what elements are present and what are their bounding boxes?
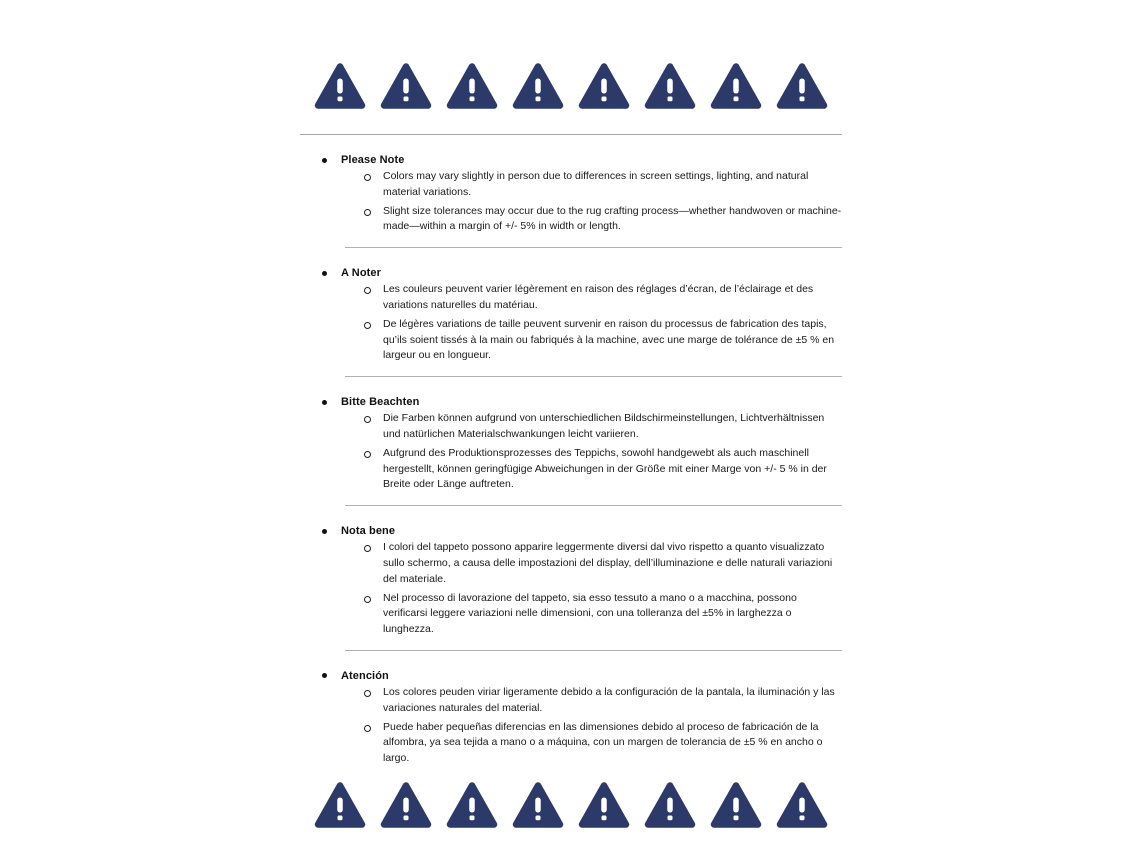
warning-triangle-row-top bbox=[300, 62, 842, 110]
section-heading-row bbox=[300, 267, 842, 279]
bullet-dot-icon bbox=[322, 158, 327, 163]
note-item bbox=[300, 204, 842, 236]
section-heading: A Noter bbox=[341, 267, 382, 280]
note-section-german bbox=[300, 396, 842, 506]
note-list bbox=[300, 540, 842, 638]
note-item bbox=[300, 282, 842, 314]
section-heading-row bbox=[300, 525, 842, 537]
note-text: Puede haber pequeñas diferencias en las dimensiones debido al proceso de fabricación de la alfombra, ya sea tejida a mano o a máquina, con un margen de tolerancia de ±5 % en ancho o largo. bbox=[383, 720, 823, 765]
warning-triangle-icon bbox=[446, 781, 498, 829]
note-text: De légères variations de taille peuvent survenir en raison du processus de fabrication des tapis, qu’ils soient tissés à la main ou fabriqués à la machine, avec une marge de tolérance de ±5 % en largeur ou en longueur. bbox=[383, 317, 835, 362]
note-text: Nel processo di lavorazione del tappeto, sia esso tessuto a mano o a macchina, possono verificarsi leggere variazioni nelle dimensioni, con una tolleranza del ±5% in larghezza o lunghezza. bbox=[383, 591, 797, 636]
section-divider bbox=[345, 247, 842, 248]
warning-triangle-icon bbox=[314, 781, 366, 829]
warning-triangle-icon bbox=[776, 62, 828, 110]
warning-triangle-icon bbox=[380, 781, 432, 829]
bullet-circle-icon bbox=[364, 322, 371, 329]
note-item bbox=[300, 685, 842, 717]
note-section-italian bbox=[300, 525, 842, 651]
note-section-french bbox=[300, 267, 842, 377]
note-text: Colors may vary slightly in person due to differences in screen settings, lighting, and natural material variations. bbox=[383, 170, 809, 198]
note-list bbox=[300, 282, 842, 364]
section-heading-row bbox=[300, 154, 842, 166]
note-text: Die Farben können aufgrund von unterschiedlichen Bildschirmeinstellungen, Lichtverhältnissen und natürlichen Materialschwankungen leicht variieren. bbox=[383, 412, 825, 440]
section-heading-row bbox=[300, 670, 842, 682]
bullet-circle-icon bbox=[364, 287, 371, 294]
section-heading: Please Note bbox=[341, 154, 405, 166]
bullet-dot-icon bbox=[322, 400, 327, 405]
section-divider bbox=[345, 376, 842, 377]
bullet-circle-icon bbox=[364, 451, 371, 458]
section-divider bbox=[345, 650, 842, 651]
note-section-spanish bbox=[300, 670, 842, 767]
warning-triangle-row-bottom bbox=[300, 781, 842, 829]
bullet-dot-icon bbox=[322, 271, 327, 276]
warning-triangle-icon bbox=[314, 62, 366, 110]
warning-triangle-icon bbox=[578, 781, 630, 829]
bullet-circle-icon bbox=[364, 690, 371, 697]
section-heading-row bbox=[300, 396, 842, 408]
warning-triangle-icon bbox=[776, 781, 828, 829]
note-list bbox=[300, 169, 842, 235]
note-item bbox=[300, 540, 842, 587]
bullet-circle-icon bbox=[364, 416, 371, 423]
note-text: I colori del tappeto possono apparire leggermente diversi dal vivo rispetto a quanto visualizzato sullo schermo, a causa delle impostazioni del display, dell’illuminazione e delle naturali variazioni del materiale. bbox=[383, 541, 833, 585]
bullet-circle-icon bbox=[364, 174, 371, 181]
notes-sections bbox=[300, 154, 842, 767]
warning-triangle-icon bbox=[446, 62, 498, 110]
section-heading: Nota bene bbox=[341, 525, 396, 538]
warning-triangle-icon bbox=[578, 62, 630, 110]
warning-triangle-icon bbox=[512, 62, 564, 110]
note-list bbox=[300, 685, 842, 767]
bullet-dot-icon bbox=[322, 673, 327, 678]
warning-triangle-icon bbox=[512, 781, 564, 829]
note-item bbox=[300, 591, 842, 638]
note-text: Aufgrund des Produktionsprozesses des Teppichs, sowohl handgewebt als auch maschinell hergestellt, können geringfügige Abweichungen in der Größe mit einer Marge von +/- 5 % in der Breite oder Länge auftreten. bbox=[383, 446, 827, 491]
warning-triangle-icon bbox=[644, 781, 696, 829]
note-text: Les couleurs peuvent varier légèrement en raison des réglages d’écran, de l’éclairage et des variations naturelles du matériau. bbox=[383, 283, 814, 311]
document-content bbox=[300, 0, 842, 829]
section-heading: Atención bbox=[341, 669, 389, 682]
bullet-dot-icon bbox=[322, 529, 327, 534]
warning-triangle-icon bbox=[380, 62, 432, 110]
warning-triangle-icon bbox=[710, 62, 762, 110]
note-item bbox=[300, 169, 842, 201]
bullet-circle-icon bbox=[364, 596, 371, 603]
note-section-english bbox=[300, 154, 842, 248]
note-item bbox=[300, 317, 842, 364]
warning-triangle-icon bbox=[644, 62, 696, 110]
note-item bbox=[300, 720, 842, 767]
section-heading: Bitte Beachten bbox=[341, 396, 420, 409]
bullet-circle-icon bbox=[364, 545, 371, 552]
note-text: Slight size tolerances may occur due to the rug crafting process—whether handwoven or machine-made—within a margin of +/- 5% in width or length. bbox=[383, 204, 842, 233]
bullet-circle-icon bbox=[364, 209, 371, 216]
note-item bbox=[300, 411, 842, 443]
note-text: Los colores peuden viriar ligeramente debido a la configuración de la pantala, la iluminación y las variaciones naturales del material. bbox=[383, 685, 835, 714]
note-item bbox=[300, 446, 842, 493]
bullet-circle-icon bbox=[364, 725, 371, 732]
warning-triangle-icon bbox=[710, 781, 762, 829]
note-list bbox=[300, 411, 842, 493]
section-divider bbox=[345, 505, 842, 506]
top-divider bbox=[300, 134, 842, 135]
